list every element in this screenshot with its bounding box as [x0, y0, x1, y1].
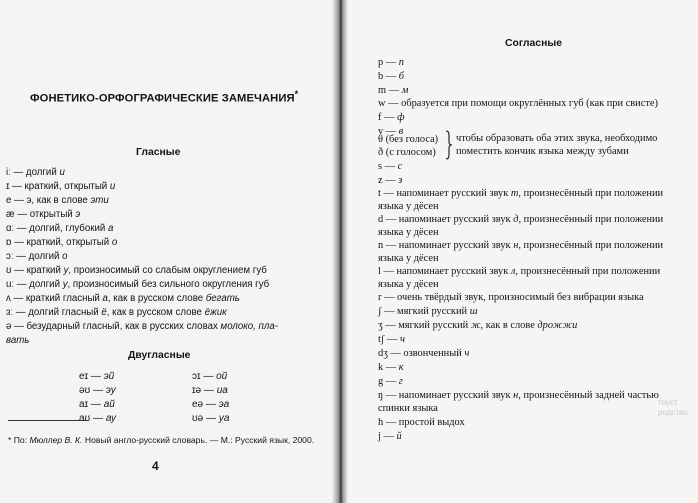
diphthong-item: eə — эа [192, 399, 230, 410]
chapter-title: ФОНЕТИКО-ОРФОГРАФИЧЕСКИЕ ЗАМЕЧАНИЯ* [30, 89, 299, 105]
consonant-line: w — образуется при помощи округлённых губ (как при свисте) [378, 98, 658, 109]
diphthongs-heading: Двугласные [128, 350, 191, 361]
diphthong-item: eɪ — эй [79, 371, 115, 382]
vowel-line: ʊ — краткий у, произносимый со слабым округлением губ [6, 265, 267, 276]
consonant-line: b — б [378, 71, 405, 82]
consonant-line: v — в [378, 126, 404, 137]
consonant-line: спинки языка [378, 403, 438, 414]
diphthong-item: ʊə — уа [192, 413, 230, 424]
vowel-line: ʌ — краткий гласный а, как в русском слове бегать [6, 293, 240, 304]
diphthong-item: ɪə — иа [192, 385, 228, 396]
curly-brace-icon [445, 130, 453, 160]
consonant-line: s — с [378, 161, 403, 172]
consonant-line: j — й [378, 431, 402, 442]
vowel-line: ɪ — краткий, открытый и [6, 181, 116, 192]
diphthong-item: ɔɪ — ой [192, 371, 228, 382]
consonant-line: n — напоминает русский звук н, произнесённый при положении [378, 240, 664, 251]
consonant-line: f — ф [378, 112, 405, 123]
vowel-line: e — э, как в слове эти [6, 195, 109, 206]
consonant-line: языка у дёсен [378, 279, 439, 290]
page-number: 4 [152, 459, 159, 473]
consonant-line: ð (с голосом) [378, 147, 436, 158]
vowel-line: ɒ — краткий, открытый о [6, 237, 118, 248]
consonant-line: dʒ — озвонченный ч [378, 348, 470, 359]
consonant-line: z — з [378, 175, 403, 186]
consonant-line: языка у дёсен [378, 201, 439, 212]
vowel-line-continued: вать [6, 335, 30, 346]
consonant-line: языка у дёсен [378, 227, 439, 238]
consonant-line: ŋ — напоминает русский звук н, произнесённый задней частью [378, 390, 659, 401]
footnote: * По: Мюллер В. К. Новый англо-русский словарь. — М.: Русский язык, 2000. [8, 435, 315, 445]
vowel-line: iː — долгий и [6, 167, 65, 178]
diphthong-item: aʊ — ау [79, 413, 117, 424]
vowel-line: ɜː — долгий гласный ё, как в русском слове ёжик [6, 307, 227, 318]
consonant-line: p — п [378, 57, 404, 68]
consonant-line: l — напоминает русский звук л, произнесённый при положении [378, 266, 661, 277]
consonant-line: tʃ — ч [378, 334, 405, 345]
consonant-line: ʃ — мягкий русский ш [378, 306, 478, 317]
footnote-marker: * [294, 89, 299, 99]
consonant-line: h — простой выдох [378, 417, 465, 428]
consonant-line: t — напоминает русский звук т, произнесённый при положении [378, 188, 664, 199]
diphthong-item: əʊ — эу [79, 385, 116, 396]
vowel-line: ɑː — долгий, глубокий а [6, 223, 114, 234]
vowel-line: uː — долгий у, произносимый без сильного округления губ [6, 279, 270, 290]
book-gutter [332, 0, 348, 503]
consonant-line: g — г [378, 376, 403, 387]
footnote-rule [8, 420, 88, 421]
consonant-line: r — очень твёрдый звук, произносимый без вибрации языка [378, 292, 644, 303]
consonant-line: ʒ — мягкий русский ж, как в слове дрожжи [378, 320, 578, 331]
consonants-heading: Согласные [505, 38, 563, 49]
brace-note-line: чтобы образовать оба этих звука, необходимо [456, 133, 658, 144]
brace-note-line: поместить кончик языка между зубами [456, 146, 629, 157]
consonant-line: m — м [378, 85, 409, 96]
consonant-line: d — напоминает русский звук д, произнесённый при положении [378, 214, 664, 225]
vowel-line: ɔː — долгий о [6, 251, 68, 262]
consonant-line: языка у дёсен [378, 253, 439, 264]
bleed-through-text: тоуст родство [658, 398, 688, 417]
vowel-line: ə — безударный гласный, как в русских словах молоко, пла- [6, 321, 278, 332]
vowels-heading: Гласные [136, 147, 181, 158]
consonant-line: θ (без голоса) [378, 134, 439, 145]
vowel-line: æ — открытый э [6, 209, 81, 220]
diphthong-item: aɪ — ай [79, 399, 115, 410]
consonant-line: k — к [378, 362, 404, 373]
